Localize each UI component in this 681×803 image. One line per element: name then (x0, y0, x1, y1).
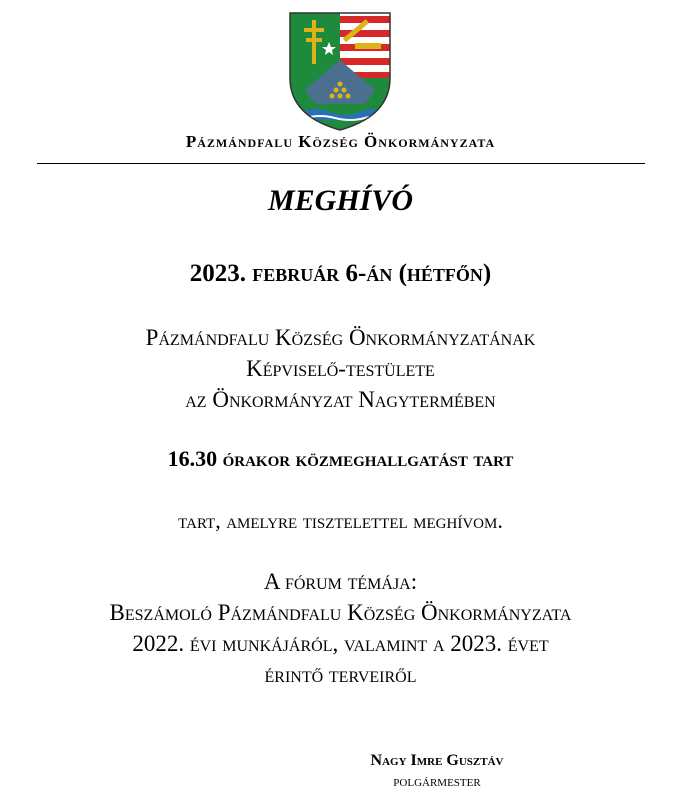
topic-block (0, 566, 681, 690)
topic-line: Beszámoló Pázmándfalu Község Önkormányzata (109, 600, 572, 625)
signatory-role: polgármester (393, 773, 481, 790)
event-time: 16.30 órakor közmeghallgatást tart (167, 446, 514, 471)
host-block (0, 322, 681, 415)
event-date: 2023. február 6-án (hétfőn) (189, 260, 492, 287)
host-line: Képviselő-testülete (246, 356, 435, 381)
invitation-title: MEGHÍVÓ (267, 184, 414, 217)
host-line: az Önkormányzat Nagytermében (185, 387, 496, 412)
host-line: Pázmándfalu Község Önkormányzatának (145, 325, 536, 350)
coat-of-arms-image (285, 8, 395, 133)
topic-line: A fórum témája: (263, 569, 418, 594)
invite-line: tart, amelyre tisztelettel meghívom. (178, 508, 503, 533)
header-divider (37, 163, 645, 164)
organization-header: Pázmándfalu Község Önkormányzata (185, 132, 496, 151)
signatory-name: Nagy Imre Gusztáv (370, 752, 504, 769)
topic-line: 2022. évi munkájáról, valamint a 2023. évet (132, 631, 549, 656)
topic-line: érintő terveiről (264, 662, 417, 687)
